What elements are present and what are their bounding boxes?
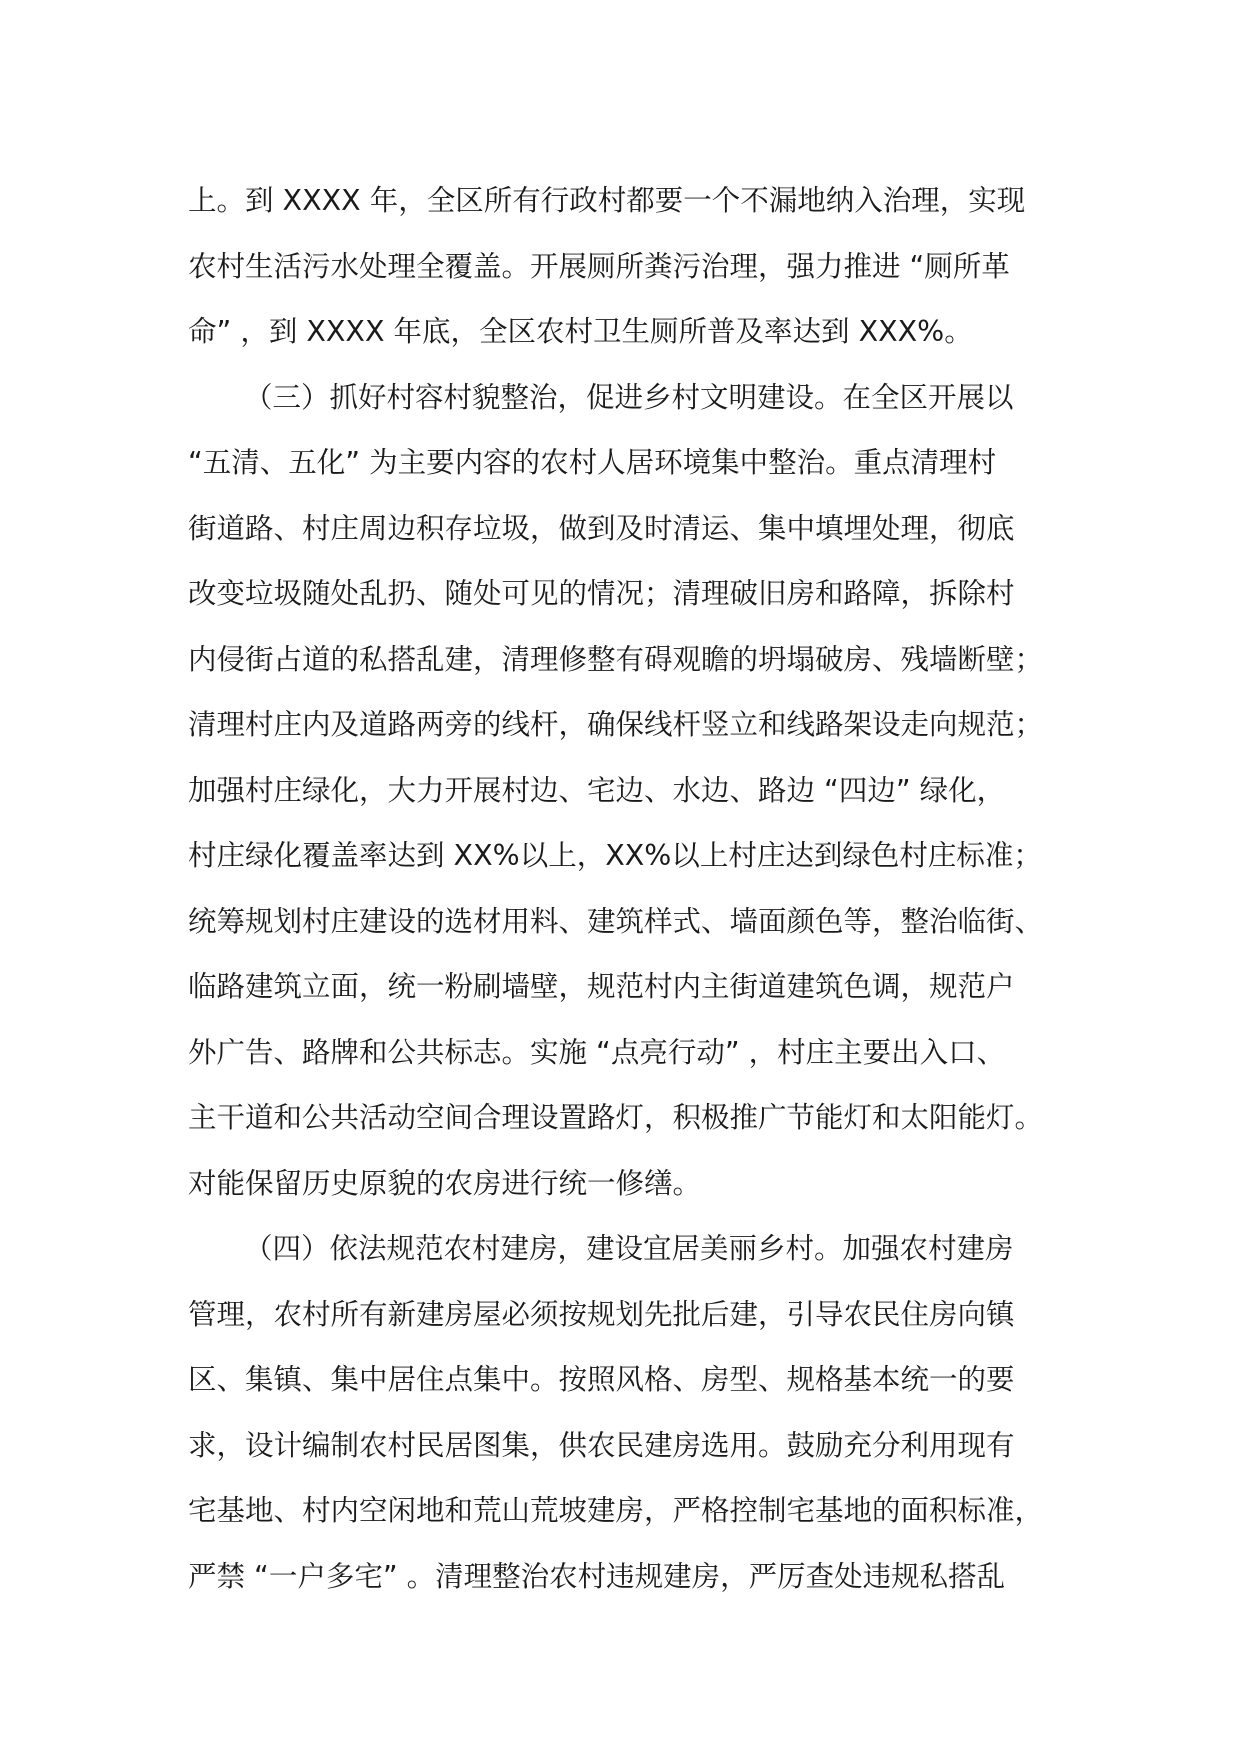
text-line: 村庄绿化覆盖率达到 XX%以上，XX%以上村庄达到绿色村庄标准； <box>188 839 1042 872</box>
text-line: 加强村庄绿化，大力开展村边、宅边、水边、路边 “四边” 绿化， <box>188 773 1006 807</box>
text-line: “五清、五化” 为主要内容的农村人居环境集中整治。重点清理村 <box>188 446 997 479</box>
text-line: 改变垃圾随处乱扔、随处可见的情况；清理破旧房和路障，拆除村 <box>188 577 1015 610</box>
text-line: 统筹规划村庄建设的选材用料、建筑样式、墙面颜色等，整治临街、 <box>188 904 1044 938</box>
text-line: 宅基地、村内空闲地和荒山荒坡建房，严格控制宅基地的面积标准， <box>188 1494 1044 1527</box>
text-line: 区、集镇、集中居住点集中。按照风格、房型、规格基本统一的要 <box>188 1363 1015 1396</box>
text-line: 临路建筑立面，统一粉刷墙壁，规范村内主街道建筑色调，规范户 <box>188 970 1015 1003</box>
section-heading-line: （四）依法规范农村建房，建设宜居美丽乡村。加强农村建房 <box>244 1232 1014 1265</box>
body-text <box>188 168 1088 1609</box>
text-line: 街道路、村庄周边积存垃圾，做到及时清运、集中填埋处理，彻底 <box>188 511 1015 545</box>
text-line: 主干道和公共活动空间合理设置路灯，积极推广节能灯和太阳能灯。 <box>188 1101 1044 1134</box>
text-line: 严禁 “一户多宅” 。清理整治农村违规建房，严厉查处违规私搭乱 <box>188 1559 1006 1593</box>
text-line: 上。到 XXXX 年，全区所有行政村都要一个不漏地纳入治理，实现 <box>188 184 1026 217</box>
section-heading-line: （三）抓好村容村貌整治，促进乡村文明建设。在全区开展以 <box>244 380 1014 414</box>
text-line: 管理，农村所有新建房屋必须按规划先批后建，引导农民住房向镇 <box>188 1297 1015 1331</box>
text-line: 内侵街占道的私搭乱建，清理修整有碍观瞻的坍塌破房、残墙断壁； <box>188 642 1044 676</box>
text-line: 农村生活污水处理全覆盖。开展厕所粪污治理，强力推进 “厕所革 <box>188 249 1010 283</box>
text-line: 对能保留历史原貌的农房进行统一修缮。 <box>188 1166 702 1200</box>
text-line: 清理村庄内及道路两旁的线杆，确保线杆竖立和线路架设走向规范； <box>188 708 1044 741</box>
text-line: 命” ，到 XXXX 年底，全区农村卫生厕所普及率达到 XXX%。 <box>188 315 973 348</box>
text-line: 外广告、路牌和公共标志。实施 “点亮行动” ，村庄主要出入口、 <box>188 1035 1006 1069</box>
text-line: 求，设计编制农村民居图集，供农民建房选用。鼓励充分利用现有 <box>188 1428 1015 1462</box>
